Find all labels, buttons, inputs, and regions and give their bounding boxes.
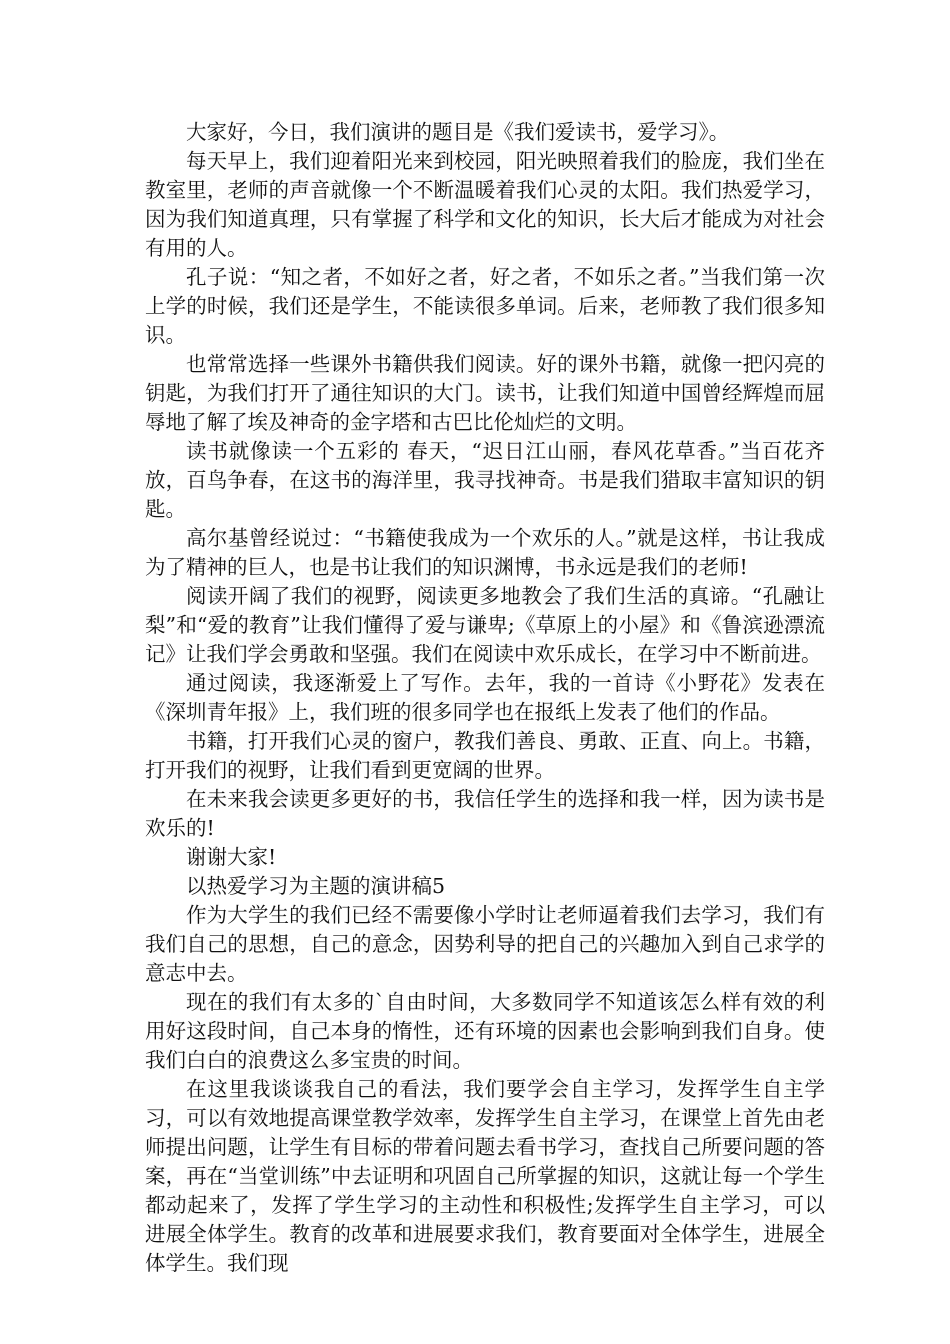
paragraph-extracurricular-books: 也常常选择一些课外书籍供我们阅读。好的课外书籍，就像一把闪亮的钥匙，为我们打开了通往知识的大门。读书，让我们知道中国曾经辉煌而屈辱地了解了埃及神奇的金字塔和古巴比伦灿烂的文明。 — [145, 352, 825, 434]
paragraph-confucius: 孔子说：“知之者，不如好之者，好之者，不如乐之者。”当我们第一次上学的时候，我们还是学生，不能读很多单词。后来，老师教了我们很多知识。 — [145, 265, 825, 347]
paragraph-writing: 通过阅读，我逐渐爱上了写作。去年，我的一首诗《小野花》发表在《深圳青年报》上，我们班的很多同学也在报纸上发表了他们的作品。 — [145, 671, 825, 724]
paragraph-morning: 每天早上，我们迎着阳光来到校园，阳光映照着我们的脸庞，我们坐在教室里，老师的声音就像一个不断温暖着我们心灵的太阳。我们热爱学习，因为我们知道真理，只有掌握了科学和文化的知识，长大后才能成为对社会有用的人。 — [145, 149, 825, 260]
paragraph-greeting: 大家好，今日，我们演讲的题目是《我们爱读书，爱学习》。 — [186, 120, 730, 144]
paragraph-future: 在未来我会读更多更好的书，我信任学生的选择和我一样，因为读书是欢乐的! — [145, 787, 825, 840]
paragraph-books-window: 书籍，打开我们心灵的窗户，教我们善良、勇敢、正直、向上。书籍，打开我们的视野，让我们看到更宽阔的世界。 — [145, 729, 825, 782]
paragraph-free-time: 现在的我们有太多的`自由时间，大多数同学不知道该怎么样有效的利用好这段时间，自己本身的惰性，还有环境的因素也会影响到我们自身。使我们白白的浪费这么多宝贵的时间。 — [145, 990, 825, 1072]
paragraph-reading-spring: 读书就像读一个五彩的 春天，“迟日江山丽，春风花草香。”当百花齐放，百鸟争春，在这书的海洋里，我寻找神奇。书是我们猎取丰富知识的钥匙。 — [145, 439, 825, 521]
section-heading: 以热爱学习为主题的演讲稿5 — [186, 874, 446, 898]
paragraph-thanks: 谢谢大家! — [186, 845, 277, 869]
paragraph-reading-horizons: 阅读开阔了我们的视野，阅读更多地教会了我们生活的真谛。“孔融让梨”和“爱的教育”让我们懂得了爱与谦卑;《草原上的小屋》和《鲁滨逊漂流记》让我们学会勇敢和坚强。我们在阅读中欢乐成长，在学习中不断前进。 — [145, 584, 825, 666]
document-page — [145, 118, 825, 1278]
paragraph-university: 作为大学生的我们已经不需要像小学时让老师逼着我们去学习，我们有我们自己的思想，自己的意念，因势利导的把自己的兴趣加入到自己求学的意志中去。 — [145, 903, 825, 985]
paragraph-gorky: 高尔基曾经说过：“书籍使我成为一个欢乐的人。”就是这样，书让我成为了精神的巨人，也是书让我们的知识渊博，书永远是我们的老师! — [145, 526, 825, 579]
paragraph-self-study: 在这里我谈谈我自己的看法，我们要学会自主学习，发挥学生自主学习，可以有效地提高课堂教学效率，发挥学生自主学习，在课堂上首先由老师提出问题，让学生有目标的带着问题去看书学习，查找自己所要问题的答案，再在“当堂训练”中去证明和巩固自己所掌握的知识，这就让每一个学生都动起来了，发挥了学生学习的主动性和积极性;发挥学生自主学习，可以进展全体学生。教育的改革和进展要求我们，教育要面对全体学生，进展全体学生。我们现 — [145, 1077, 825, 1275]
